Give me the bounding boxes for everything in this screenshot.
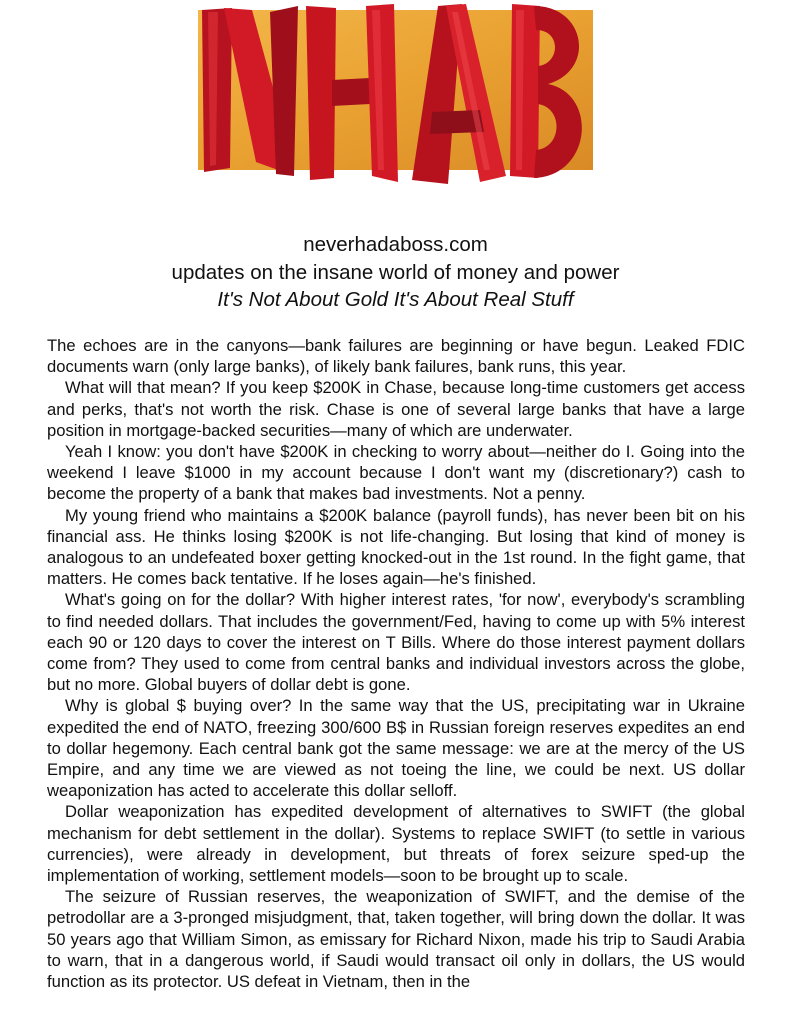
article-paragraph: Why is global $ buying over? In the same way that the US, precipitating war in Ukraine expedited the end of NATO, freezing 300/600 B$ in Russian foreign reserves expedites an end to dollar hegemony. Each central bank got the same message: we are at the mercy of the US Empire, and any time we are viewed as not toeing the line, we could be next. US dollar weaponization has acted to accelerate this dollar selloff. [47,696,745,801]
article-title: It's Not About Gold It's About Real Stuff [217,288,574,311]
nhab-logo-graphic [194,0,597,185]
article-body [47,335,745,992]
article-paragraph: The echoes are in the canyons—bank failures are beginning or have begun. Leaked FDIC documents warn (only large banks), of likely bank failures, bank runs, this year. [47,336,745,377]
article-paragraph: What will that mean? If you keep $200K in Chase, because long-time customers get access and perks, that's not worth the risk. Chase is one of several large banks that have a large position in mortgage-backed securities—many of which are underwater. [47,378,745,440]
article-paragraph: My young friend who maintains a $200K balance (payroll funds), has never been bit on his financial ass. He thinks losing $200K is not life-changing. But losing that kind of money is analogous to an undefeated boxer getting knocked-out in the 1st round. In the fight game, that matters. He comes back tentative. If he loses again—he's finished. [47,505,745,589]
site-logo [194,0,597,185]
site-header [0,231,791,314]
article-paragraph: Yeah I know: you don't have $200K in checking to worry about—neither do I. Going into the weekend I leave $1000 in my account because I don't want my (discretionary?) cash to become the property of a bank that makes bad investments. Not a penny. [47,442,745,504]
site-domain: neverhadaboss.com [303,233,488,256]
article-paragraph: What's going on for the dollar? With higher interest rates, 'for now', everybody's scrambling to find needed dollars. That includes the government/Fed, having to come up with 5% interest each 90 or 120 days to cover the interest on T Bills. Where do those interest payment dollars come from? They used to come from central banks and individual investors across the globe, but no more. Global buyers of dollar debt is gone. [47,590,745,695]
article-paragraph: The seizure of Russian reserves, the weaponization of SWIFT, and the demise of the petrodollar are a 3-pronged misjudgment, that, taken together, will bring down the dollar. It was 50 years ago that William Simon, as emissary for Richard Nixon, made his trip to Saudi Arabia to warn, that in a dangerous world, if Saudi would transact oil only in dollars, the US would function as its protector. US defeat in Vietnam, then in the [47,887,745,992]
article-paragraph: Dollar weaponization has expedited development of alternatives to SWIFT (the global mechanism for debt settlement in the dollar). Systems to replace SWIFT (to settle in various currencies), were already in development, but threats of forex seizure sped-up the implementation of working, settlement models—soon to be brought up to scale. [47,802,745,886]
site-tagline: updates on the insane world of money and power [171,260,620,284]
